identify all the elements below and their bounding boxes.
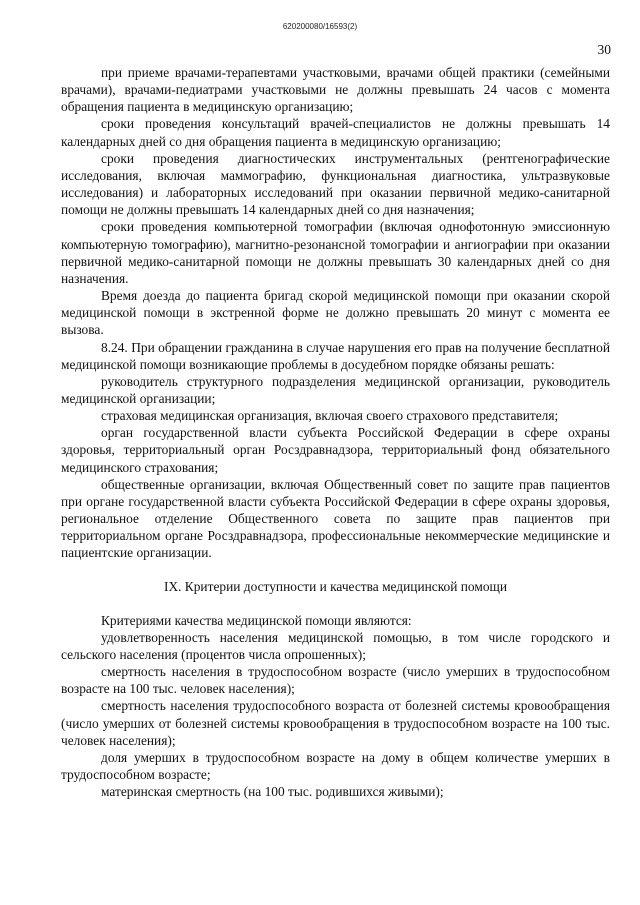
- paragraph: материнская смертность (на 100 тыс. родившихся живыми);: [101, 784, 444, 800]
- page-number: 30: [597, 42, 611, 57]
- paragraph: Время доезда до пациента бригад скорой медицинской помощи при оказании скорой медицинской помощи в экстренной форме не должно превышать 20 минут с момента ее вызова.: [61, 288, 610, 338]
- paragraph: орган государственной власти субъекта Российской Федерации в сфере охраны здоровья, территориальный орган Росздравнадзора, территориальный фонд обязательного медицинского страхования;: [61, 425, 610, 475]
- paragraph: общественные организации, включая Общественный совет по защите прав пациентов при органе государственной власти субъекта Российской Федерации в сфере охраны здоровья, региональное отделение Общественного совета по защите прав пациентов при территориальном органе Росздравнадзора, профессиональные некоммерческие медицинские и пациентские организации.: [61, 476, 610, 561]
- paragraph: страховая медицинская организация, включая своего страхового представителя;: [101, 408, 559, 424]
- paragraph: Критериями качества медицинской помощи являются:: [101, 612, 412, 628]
- paragraph: удовлетворенность населения медицинской помощью, в том числе городского и сельского населения (процентов числа опрошенных);: [61, 629, 610, 662]
- document-body: [61, 64, 610, 800]
- paragraph: при приеме врачами-терапевтами участковыми, врачами общей практики (семейными врачами), врачами-педиатрами участковыми не должны превышать 24 часов с момента обращения пациента в медицинскую организацию;: [61, 65, 610, 115]
- paragraph: сроки проведения консультаций врачей-специалистов не должны превышать 14 календарных дней со дня обращения пациента в медицинскую организацию;: [61, 116, 610, 149]
- paragraph: сроки проведения компьютерной томографии (включая однофотонную эмиссионную компьютерную томографию), магнитно-резонансной томографии и ангиографии при оказании первичной медико-санитарной помощи не должны превышать 30 календарных дней со дня назначения.: [61, 219, 610, 286]
- paragraph: руководитель структурного подразделения медицинской организации, руководитель медицинской организации;: [61, 373, 610, 406]
- document-id: 620200080/16593(2): [282, 22, 358, 31]
- paragraph: 8.24. При обращении гражданина в случае нарушения его прав на получение бесплатной медицинской помощи возникающие проблемы в досудебном порядке обязаны решать:: [61, 339, 610, 372]
- paragraph: смертность населения трудоспособного возраста от болезней системы кровообращения (число умерших от болезней системы кровообращения в трудоспособном возрасте на 100 тыс. человек населения);: [61, 698, 610, 748]
- section-heading: IX. Критерии доступности и качества медицинской помощи: [163, 578, 508, 594]
- paragraph: смертность населения в трудоспособном возрасте (число умерших в трудоспособном возрасте на 100 тыс. человек населения);: [61, 664, 610, 697]
- paragraph: сроки проведения диагностических инструментальных (рентгенографические исследования, включая маммографию, функциональная диагностика, ультразвуковые исследования) и лабораторных исследований при оказании первичной медико-санитарной помощи не должны превышать 14 календарных дней со дня назначения;: [61, 150, 610, 218]
- paragraph: доля умерших в трудоспособном возрасте на дому в общем количестве умерших в трудоспособном возрасте;: [61, 749, 610, 783]
